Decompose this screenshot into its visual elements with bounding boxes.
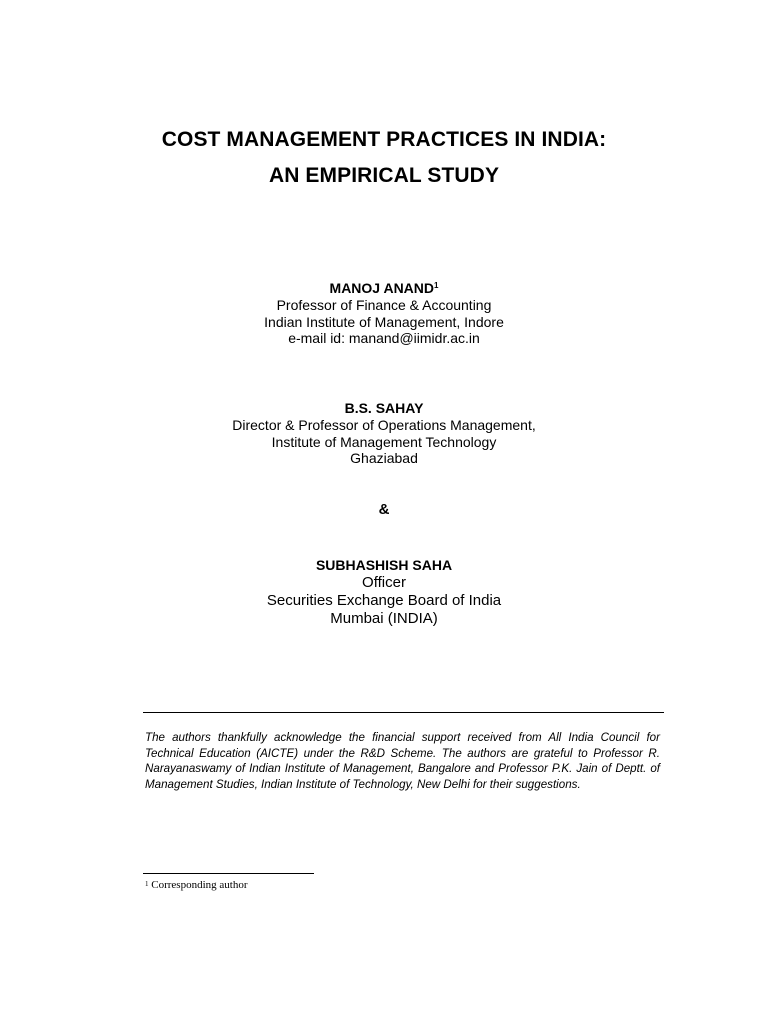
author-name: B.S. SAHAY bbox=[344, 400, 424, 416]
title-line-1: COST MANAGEMENT PRACTICES IN INDIA: bbox=[161, 128, 607, 151]
footnote bbox=[145, 878, 247, 892]
footnote-divider bbox=[143, 873, 314, 874]
author-name-text: MANOJ ANAND bbox=[329, 280, 435, 296]
author-title: Director & Professor of Operations Management, bbox=[232, 417, 536, 433]
author-location: Ghaziabad bbox=[350, 450, 418, 466]
author-block-anand bbox=[0, 279, 768, 347]
author-location: Mumbai (INDIA) bbox=[330, 610, 438, 627]
author-affiliation: Securities Exchange Board of India bbox=[266, 592, 502, 609]
author-name: SUBHASHISH SAHA bbox=[315, 557, 453, 573]
author-affiliation: Indian Institute of Management, Indore bbox=[264, 313, 504, 330]
author-name bbox=[0, 279, 768, 297]
author-block-saha bbox=[0, 556, 768, 628]
footnote-mark: 1 bbox=[434, 281, 439, 290]
title-line-2: AN EMPIRICAL STUDY bbox=[268, 164, 500, 187]
ampersand: & bbox=[378, 501, 390, 518]
footnote-text: Corresponding author bbox=[151, 879, 248, 891]
acknowledgement-text: The authors thankfully acknowledge the financial support received from All India Council for Technical Education (AICTE) under the R&D Scheme. The authors are grateful to Professor R. Narayanaswamy of Indian Institute of Management, Bangalore and Professor P.K. Jain of Deptt. of Management Studies, Indian Institute of Technology, New Delhi for their suggestions. bbox=[145, 731, 660, 791]
footnote-number: 1 bbox=[145, 880, 149, 888]
author-title: Officer bbox=[362, 574, 406, 591]
author-email: e-mail id: manand@iimidr.ac.in bbox=[288, 330, 480, 346]
section-divider bbox=[143, 712, 664, 713]
author-block-sahay bbox=[0, 399, 768, 467]
author-title: Professor of Finance & Accounting bbox=[276, 297, 492, 313]
author-affiliation: Institute of Management Technology bbox=[271, 433, 497, 450]
